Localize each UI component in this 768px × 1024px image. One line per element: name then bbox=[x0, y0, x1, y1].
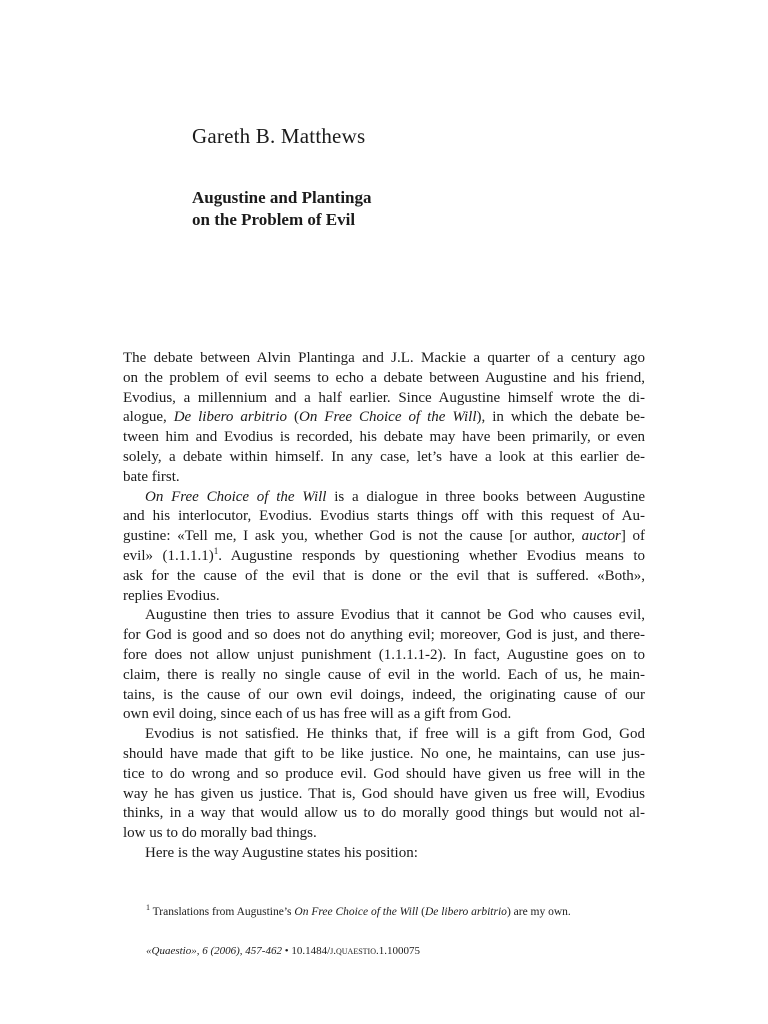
journal-citation bbox=[146, 945, 420, 957]
footnote bbox=[146, 903, 571, 918]
body-line: way he has given us justice. That is, God should have given us free will, Evodius bbox=[123, 785, 645, 802]
body-line: on the problem of evil seems to echo a debate between Augustine and his friend, bbox=[123, 369, 645, 386]
text-run: ), in which the debate be- bbox=[476, 409, 645, 426]
body-line: Evodius, a millennium and a half earlier. Since Augustine himself wrote the di- bbox=[123, 389, 645, 406]
article-title bbox=[192, 187, 372, 231]
body-line: Here is the way Augustine states his position: bbox=[145, 844, 418, 861]
body-line: should have made that gift to be like justice. No one, he maintains, can use jus- bbox=[123, 745, 645, 762]
title-line-1: Augustine and Plantinga bbox=[192, 188, 372, 207]
body-line: replies Evodius. bbox=[123, 587, 220, 604]
italic-title: On Free Choice of the Will bbox=[145, 488, 327, 505]
body-line: own evil doing, since each of us has free will as a gift from God. bbox=[123, 706, 512, 723]
footnote-italic: De libero arbitrio bbox=[424, 905, 507, 918]
footnote-number: 1 bbox=[146, 903, 150, 912]
body-line: for God is good and so does not do anything evil; moreover, God is just, and there- bbox=[123, 627, 645, 644]
footnote-italic: On Free Choice of the Will bbox=[294, 905, 419, 918]
body-text bbox=[123, 349, 645, 864]
body-line: claim, there is really no single cause of evil in the world. Each of us, he main- bbox=[123, 666, 645, 683]
footnote-text: ) are my own. bbox=[506, 905, 571, 918]
author-name: Gareth B. Matthews bbox=[192, 124, 366, 148]
doi-prefix: • 10.1484/ bbox=[281, 945, 331, 957]
journal-reference: «Quaestio», 6 (2006), 457-462 bbox=[146, 945, 282, 957]
text-run: . Augustine responds by questioning whether Evodius means to bbox=[218, 547, 645, 564]
body-line bbox=[123, 527, 645, 547]
text-run: ( bbox=[287, 409, 299, 426]
text-run: alogue, bbox=[123, 409, 174, 426]
text-run: evil» (1.1.1.1) bbox=[123, 547, 214, 564]
body-line bbox=[123, 408, 645, 428]
italic-term: auctor bbox=[581, 528, 621, 545]
text-run: is a dialogue in three books between Augustine bbox=[326, 488, 645, 505]
doi-journal: j.quaestio bbox=[330, 945, 376, 957]
doi-suffix: .1.100075 bbox=[376, 945, 420, 957]
title-line-2: on the Problem of Evil bbox=[192, 210, 356, 229]
body-line: thinks, in a way that would allow us to do morally good things but would not al- bbox=[123, 805, 645, 822]
body-line bbox=[123, 547, 645, 567]
body-line: tween him and Evodius is recorded, his debate may have been primarily, or even bbox=[123, 429, 645, 446]
italic-title: De libero arbitrio bbox=[173, 409, 288, 426]
body-line: The debate between Alvin Plantinga and J.L. Mackie a quarter of a century ago bbox=[123, 350, 645, 366]
body-line: Evodius is not satisfied. He thinks that, if free will is a gift from God, God bbox=[145, 726, 645, 743]
body-line: ask for the cause of the evil that is done or the evil that is suffered. «Both», bbox=[123, 567, 645, 584]
body-line: tains, is the cause of our own evil doings, indeed, the originating cause of our bbox=[123, 686, 645, 703]
body-line: low us to do morally bad things. bbox=[123, 825, 317, 842]
body-line: solely, a debate within himself. In any case, let’s have a look at this earlier de- bbox=[123, 448, 645, 465]
body-line: tice to do wrong and so produce evil. God should have given us free will in the bbox=[123, 765, 645, 782]
text-run: ] of bbox=[620, 528, 645, 545]
body-line: and his interlocutor, Evodius. Evodius starts things off with this request of Au- bbox=[123, 508, 645, 525]
footnote-reference[interactable]: 1 bbox=[213, 545, 219, 556]
footnote-text: ( bbox=[418, 905, 425, 918]
text-run: gustine: «Tell me, I ask you, whether God is not the cause [or author, bbox=[123, 528, 582, 545]
body-line bbox=[123, 488, 645, 508]
body-line: fore does not allow unjust punishment (1.1.1.1-2). In fact, Augustine goes on to bbox=[123, 646, 645, 663]
footnote-text: Translations from Augustine’s bbox=[150, 905, 295, 918]
body-line: bate first. bbox=[123, 468, 180, 485]
body-line: Augustine then tries to assure Evodius that it cannot be God who causes evil, bbox=[145, 607, 645, 624]
italic-title: On Free Choice of the Will bbox=[299, 409, 477, 426]
